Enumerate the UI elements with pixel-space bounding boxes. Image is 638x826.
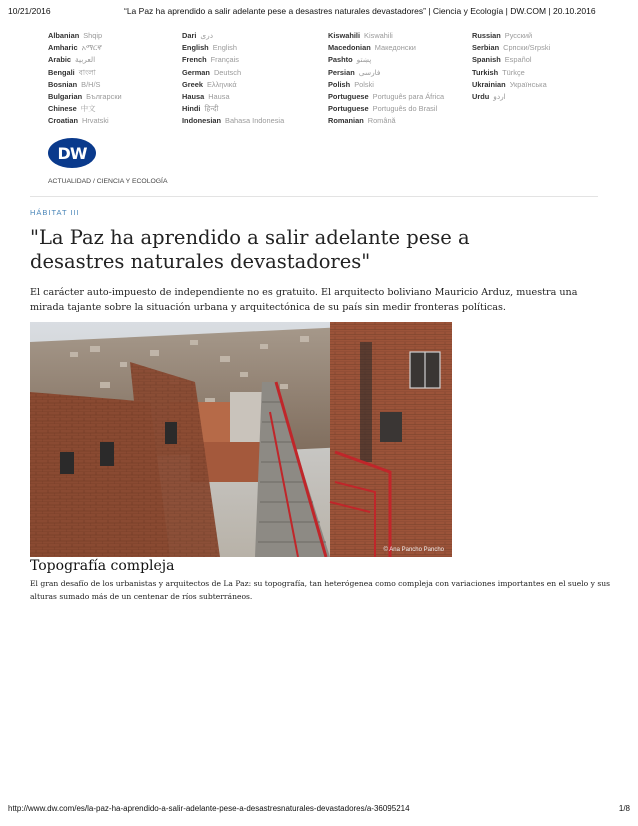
language-link[interactable]: Portuguese Português para África xyxy=(328,91,445,101)
language-link[interactable]: Greek Ελληνικά xyxy=(182,79,237,89)
language-link[interactable]: Dari دری xyxy=(182,31,214,40)
article-photo xyxy=(30,322,452,557)
language-link[interactable]: Kiswahili Kiswahili xyxy=(328,31,393,40)
language-link[interactable]: Amharic አማርኛ xyxy=(48,43,102,53)
language-column-4 xyxy=(472,30,622,103)
article-headline: "La Paz ha aprendido a salir adelante pese a desastres naturales devastadores" xyxy=(30,226,470,273)
language-link[interactable]: Macedonian Македонски xyxy=(328,43,416,53)
print-url: http://www.dw.com/es/la-paz-ha-aprendido-a-salir-adelante-pese-a-desastresnaturales-devastadores/a-36095214 xyxy=(8,804,410,813)
breadcrumb[interactable]: ACTUALIDAD / CIENCIA Y ECOLOGÍA xyxy=(48,178,168,185)
print-date: 10/21/2016 xyxy=(8,6,51,16)
language-link[interactable]: Bulgarian Български xyxy=(48,91,122,101)
language-link[interactable]: Indonesian Bahasa Indonesia xyxy=(182,116,285,126)
dw-logo[interactable] xyxy=(48,138,96,168)
language-link[interactable]: Hindi हिन्दी xyxy=(182,104,219,114)
language-column-3 xyxy=(328,30,478,128)
language-column-1 xyxy=(48,30,198,128)
language-link[interactable]: Chinese 中文 xyxy=(48,104,96,114)
caption-title: Topografía compleja xyxy=(30,558,175,574)
language-link[interactable]: German Deutsch xyxy=(182,67,242,77)
language-link[interactable]: Persian فارسی xyxy=(328,67,381,77)
language-link[interactable]: Ukrainian Українська xyxy=(472,79,547,89)
language-link[interactable]: French Français xyxy=(182,55,239,65)
language-link[interactable]: Croatian Hrvatski xyxy=(48,116,109,126)
la-paz-stairway-photo xyxy=(30,322,452,557)
language-link[interactable]: English English xyxy=(182,43,237,53)
dw-logo-text: DW xyxy=(57,143,87,163)
photo-credit: © Ana Pancho Pancho xyxy=(383,547,444,553)
print-page-title: “La Paz ha aprendido a salir adelante pese a desastres naturales devastadores” | Ciencia y Ecología | DW.COM | 20.10.2016 xyxy=(124,6,596,16)
language-link[interactable]: Spanish Español xyxy=(472,55,532,65)
article-kicker[interactable]: HÁBITAT III xyxy=(30,208,80,217)
language-link[interactable]: Russian Русский xyxy=(472,31,533,40)
language-column-2 xyxy=(182,30,332,128)
page-number: 1/8 xyxy=(618,804,630,813)
language-link[interactable]: Bosnian B/H/S xyxy=(48,79,101,89)
language-link[interactable]: Bengali বাংলা xyxy=(48,67,96,77)
language-link[interactable]: Serbian Српски/Srpski xyxy=(472,43,551,53)
article-lead: El carácter auto-impuesto de independiente no es gratuito. El arquitecto boliviano Mauricio Arduz, muestra una mirada tajante sobre la situación urbana y arquitectónica de su país sin medir fronteras políticas. xyxy=(30,287,578,313)
divider xyxy=(30,196,598,197)
language-link[interactable]: Portuguese Português do Brasil xyxy=(328,104,438,114)
language-selector xyxy=(48,30,608,130)
language-link[interactable]: Albanian Shqip xyxy=(48,31,103,40)
language-link[interactable]: Urdu اردو xyxy=(472,91,506,101)
language-link[interactable]: Arabic العربية xyxy=(48,55,96,65)
language-link[interactable]: Hausa Hausa xyxy=(182,91,230,101)
language-link[interactable]: Pashto پښتو xyxy=(328,55,372,65)
language-link[interactable]: Polish Polski xyxy=(328,79,374,89)
language-link[interactable]: Romanian Română xyxy=(328,116,396,126)
print-header xyxy=(0,6,638,20)
language-link[interactable]: Turkish Türkçe xyxy=(472,67,525,77)
caption-body: El gran desafío de los urbanistas y arquitectos de La Paz: su topografía, tan heterógenea como compleja con variaciones importantes en el suelo y sus alturas sumado más de un centenar de ríos subterráneos. xyxy=(30,579,611,601)
